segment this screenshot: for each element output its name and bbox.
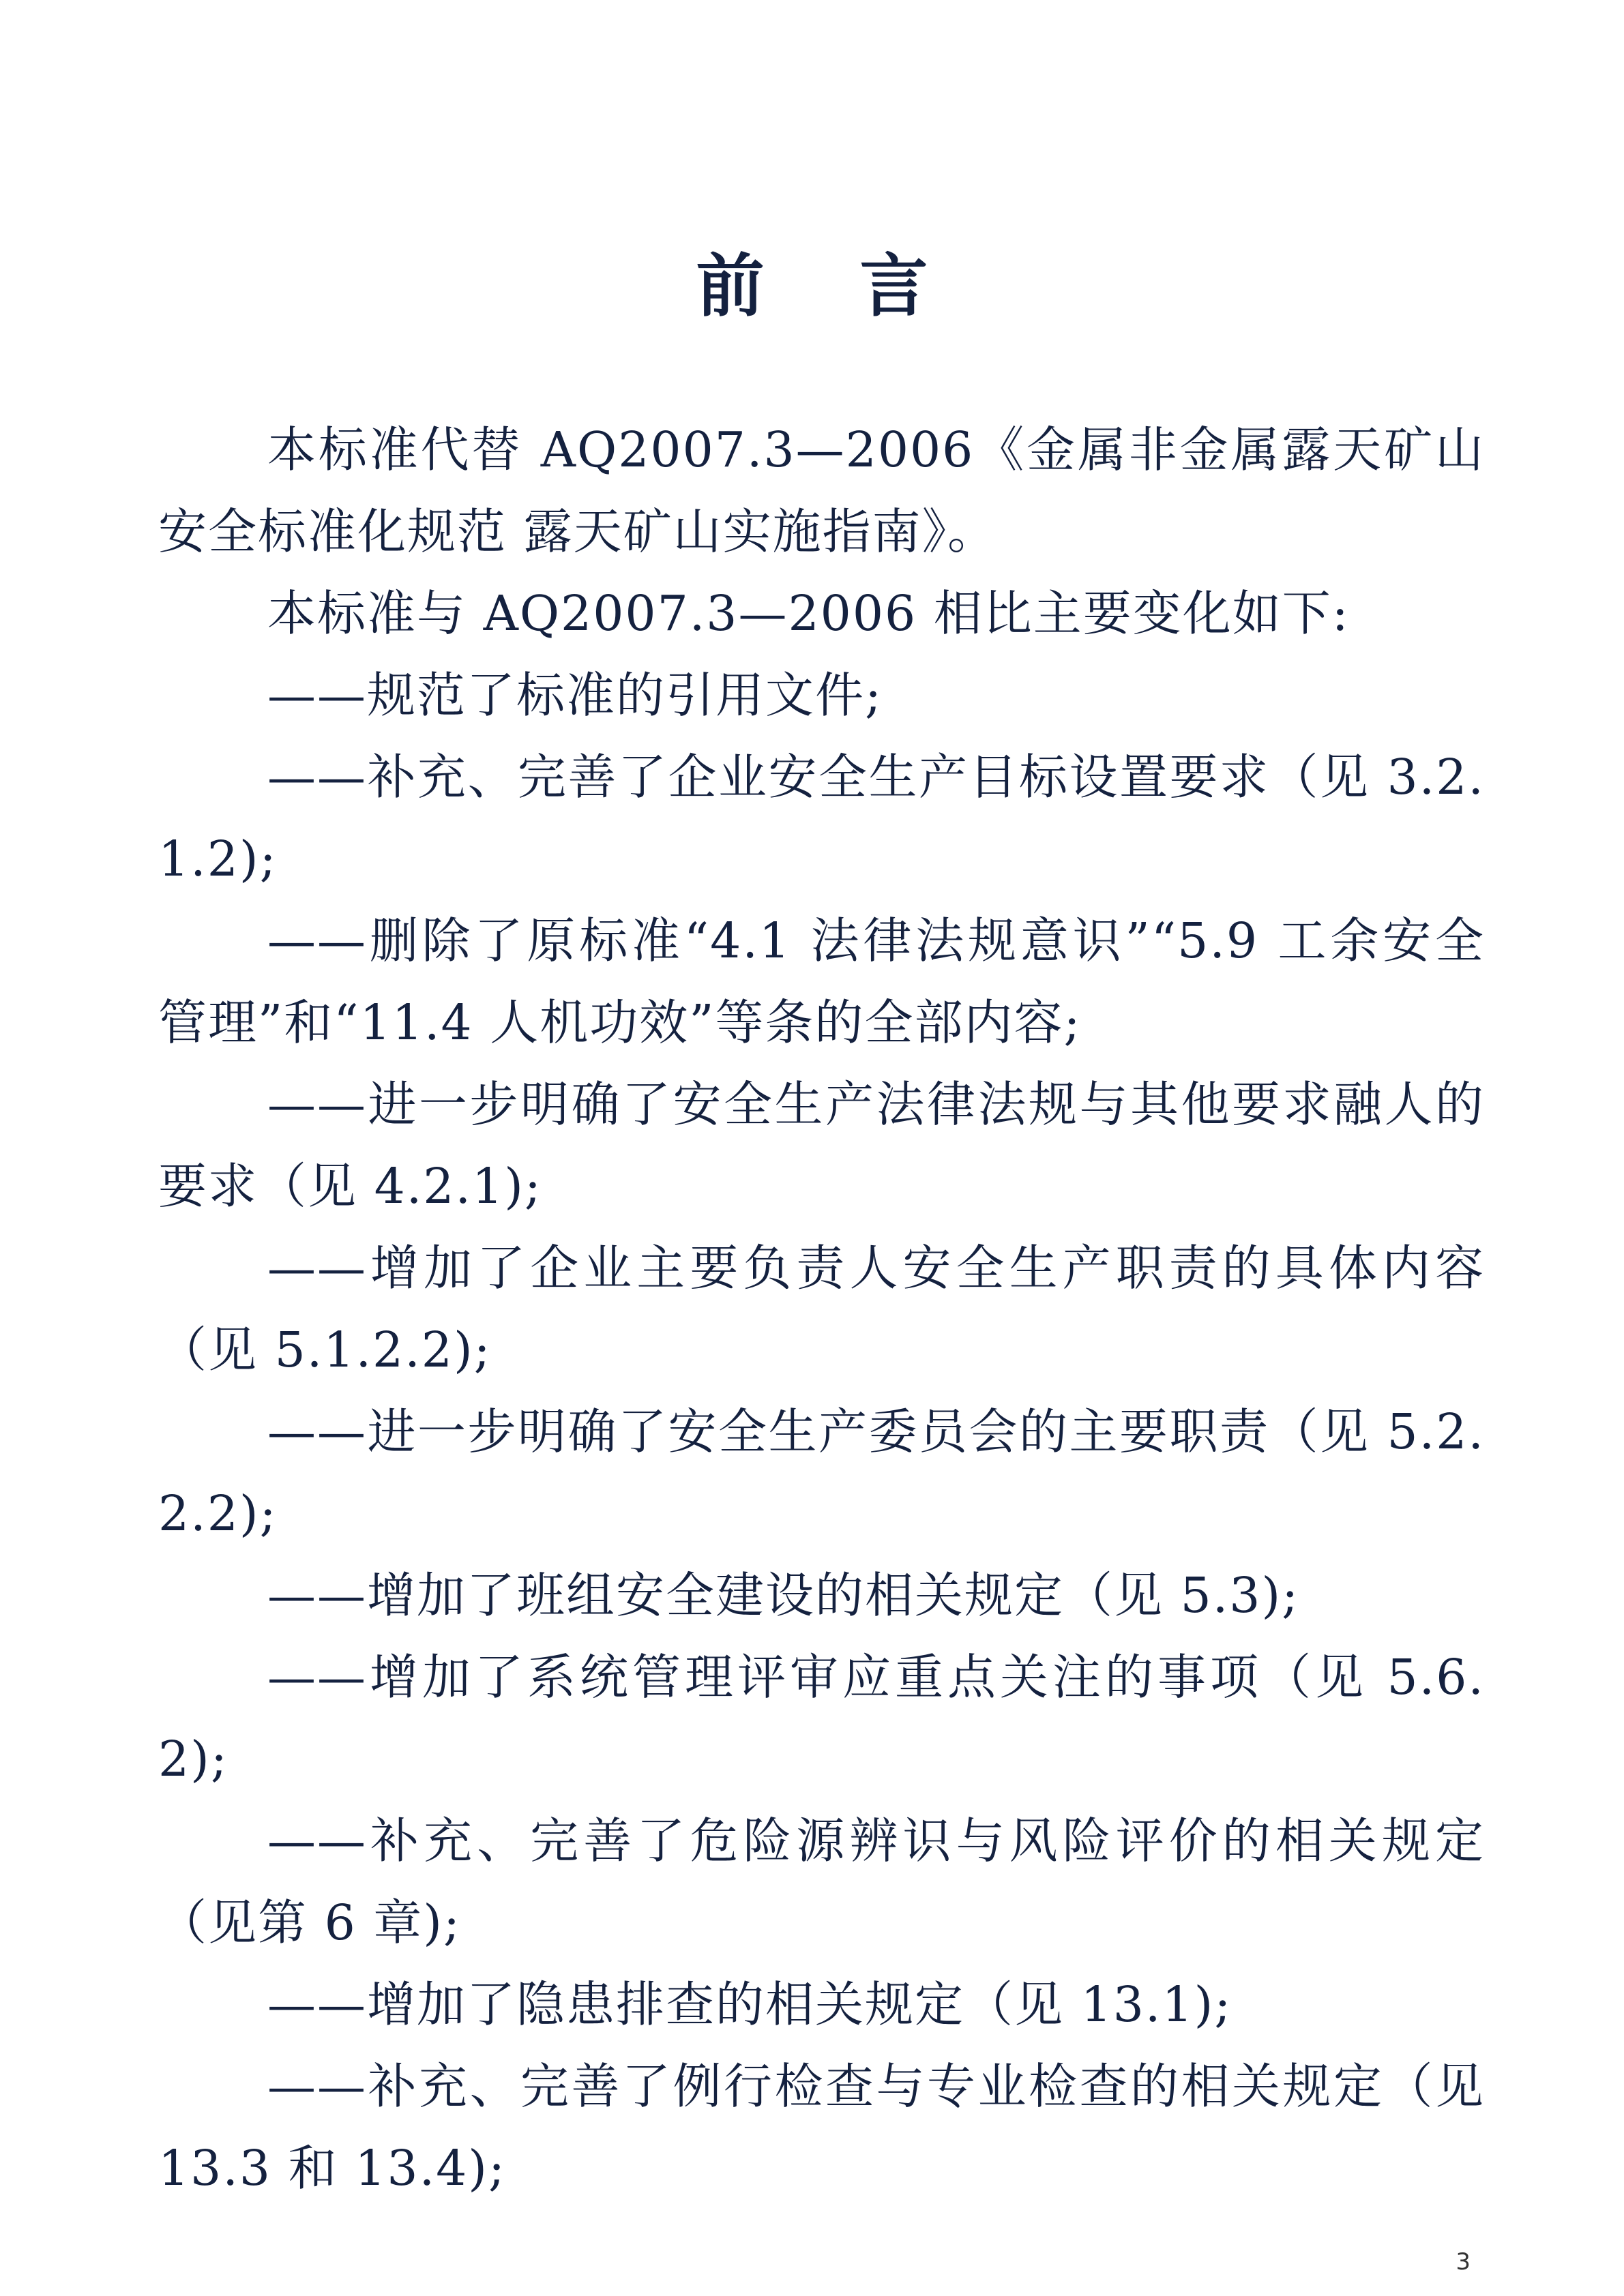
list-item: ——补充、完善了危险源辨识与风险评价的相关规定（见第 6 章); [158, 1813, 1485, 1951]
list-item: ——规范了标准的引用文件; [267, 667, 883, 724]
paragraph: 本标准代替 AQ2007.3—2006《金属非金属露天矿山安全标准化规范 露天矿山实施指南》。 [158, 421, 1485, 560]
list-item: ——增加了班组安全建设的相关规定（见 5.3); [267, 1567, 1300, 1624]
list-item: ——删除了原标准“4.1 法律法规意识”“5.9 工余安全管理”和“11.4 人机功效”等条的全部内容; [158, 912, 1485, 1051]
document-body [158, 409, 1485, 2209]
paragraph: 本标准与 AQ2007.3—2006 相比主要变化如下: [267, 585, 1350, 642]
list-item: ——补充、完善了企业安全生产目标设置要求（见 3.2.1.2); [158, 749, 1485, 887]
page-number: 3 [1456, 2248, 1471, 2276]
list-item: ——增加了企业主要负责人安全生产职责的具体内容（见 5.1.2.2); [158, 1240, 1485, 1378]
list-item: ——增加了系统管理评审应重点关注的事项（见 5.6.2); [158, 1649, 1485, 1787]
list-item: ——增加了隐患排查的相关规定（见 13.1); [267, 1976, 1232, 2033]
list-item: ——进一步明确了安全生产委员会的主要职责（见 5.2.2.2); [158, 1403, 1485, 1542]
page-title: 前言 [696, 246, 1024, 326]
list-item: ——进一步明确了安全生产法律法规与其他要求融人的要求（见 4.2.1); [158, 1076, 1485, 1214]
list-item: ——补充、完善了例行检查与专业检查的相关规定（见 13.3 和 13.4); [158, 2058, 1485, 2196]
